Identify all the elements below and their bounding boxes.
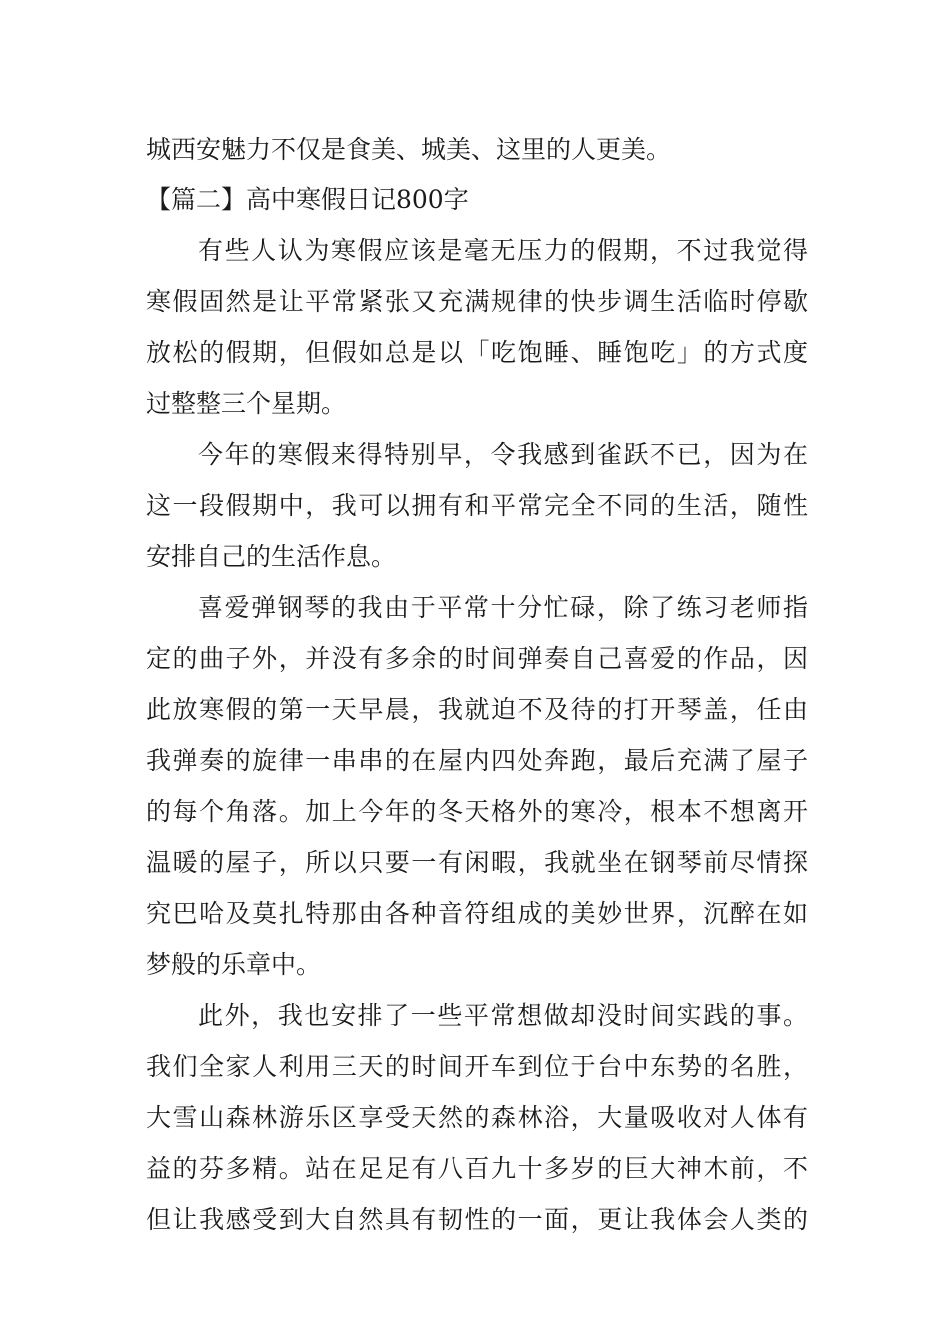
text-line-8: 这一段假期中，我可以拥有和平常完全不同的生活，随性 xyxy=(146,491,808,520)
text-line-10: 喜爱弹钢琴的我由于平常十分忙碌，除了练习老师指 xyxy=(198,593,808,622)
text-line-22: 但让我感受到大自然具有韧性的一面，更让我体会人类的 xyxy=(146,1205,808,1234)
text-line-20: 大雪山森林游乐区享受天然的森林浴，大量吸收对人体有 xyxy=(146,1103,808,1132)
text-line-9: 安排自己的生活作息。 xyxy=(146,542,397,571)
text-line-5: 放松的假期，但假如总是以「吃饱睡、睡饱吃」的方式度 xyxy=(146,338,808,367)
text-line-7: 今年的寒假来得特别早，令我感到雀跃不已，因为在 xyxy=(198,440,808,469)
text-line-11: 定的曲子外，并没有多余的时间弹奏自己喜爱的作品，因 xyxy=(146,644,808,673)
text-line-18: 此外，我也安排了一些平常想做却没时间实践的事。 xyxy=(198,1001,808,1030)
text-line-14: 的每个角落。加上今年的冬天格外的寒冷，根本不想离开 xyxy=(146,797,808,826)
text-line-3: 有些人认为寒假应该是毫无压力的假期，不过我觉得 xyxy=(198,236,808,265)
text-line-15: 温暖的屋子，所以只要一有闲暇，我就坐在钢琴前尽情探 xyxy=(146,848,808,877)
text-line-19: 我们全家人利用三天的时间开车到位于台中东势的名胜， xyxy=(146,1052,808,1081)
text-line-6: 过整整三个星期。 xyxy=(146,389,347,418)
text-line-16: 究巴哈及莫扎特那由各种音符组成的美妙世界，沉醉在如 xyxy=(146,899,808,928)
text-line-17: 梦般的乐章中。 xyxy=(146,950,322,979)
section-heading: 【篇二】高中寒假日记800字 xyxy=(146,185,469,214)
text-line-13: 我弹奏的旋律一串串的在屋内四处奔跑，最后充满了屋子 xyxy=(146,746,808,775)
text-line-1: 城西安魅力不仅是食美、城美、这里的人更美。 xyxy=(146,135,672,164)
text-line-4: 寒假固然是让平常紧张又充满规律的快步调生活临时停歇 xyxy=(146,287,808,316)
text-line-21: 益的芬多精。站在足足有八百九十多岁的巨大神木前，不 xyxy=(146,1154,808,1183)
text-line-12: 此放寒假的第一天早晨，我就迫不及待的打开琴盖，任由 xyxy=(146,695,808,724)
